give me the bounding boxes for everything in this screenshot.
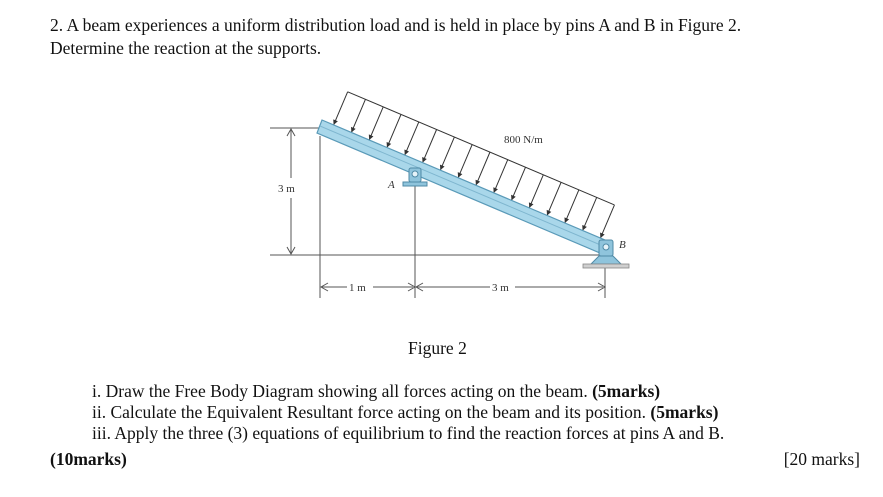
beam-centerline (320, 126, 610, 249)
load-arrow-3 (369, 107, 383, 140)
load-arrow-16 (600, 205, 614, 238)
load-arrow-14 (565, 190, 579, 223)
beam-diagram (265, 80, 645, 315)
load-arrow-5 (405, 122, 419, 155)
part-3 (92, 423, 724, 444)
pin-a-icon (412, 171, 418, 177)
load-arrow-6 (423, 129, 437, 162)
load-arrow-9 (476, 152, 490, 185)
right-span-label: 3 m (492, 282, 509, 294)
load-label: 800 N/m (504, 134, 543, 146)
part-1 (92, 381, 724, 402)
part-1-marks: (5marks) (592, 381, 661, 401)
pin-b-label: B (619, 239, 626, 251)
height-label: 3 m (278, 183, 295, 195)
figure-caption: Figure 2 (408, 338, 467, 358)
part-2 (92, 402, 724, 423)
part-3-marks: (10marks) (50, 449, 127, 469)
load-arrow-15 (583, 197, 597, 230)
load-arrow-11 (511, 167, 525, 200)
distributed-load-arrows (333, 92, 614, 238)
pin-b-icon (603, 244, 609, 250)
left-span-label: 1 m (349, 282, 366, 294)
span-dimensions (321, 282, 605, 294)
load-arrow-10 (494, 160, 508, 193)
total-marks: [20 marks] (783, 449, 860, 469)
pin-a-label: A (388, 179, 395, 191)
beam-body (317, 120, 612, 256)
inclined-beam (317, 120, 612, 256)
load-arrow-7 (440, 137, 454, 170)
load-arrow-12 (529, 175, 543, 208)
part-1-text: i. Draw the Free Body Diagram showing all forces acting on the beam. (92, 381, 593, 401)
question-line-1: 2. A beam experiences a uniform distribution load and is held in place by pins A and B in Figure 2. (50, 15, 742, 35)
load-arrow-8 (458, 145, 472, 178)
load-arrow-4 (387, 114, 401, 147)
question-statement (50, 14, 850, 60)
load-arrow-2 (351, 99, 365, 132)
question-line-2: Determine the reaction at the supports. (50, 38, 322, 58)
part-2-text: ii. Calculate the Equivalent Resultant force acting on the beam and its position. (92, 402, 651, 422)
pin-a-base (403, 182, 427, 186)
beam-figure (265, 80, 645, 315)
part-3-text: iii. Apply the three (3) equations of equilibrium to find the reaction forces at pins A and B. (92, 423, 725, 443)
load-arrow-13 (547, 182, 561, 215)
load-arrow-1 (334, 92, 348, 125)
ground-block (583, 264, 629, 268)
pin-b-base (591, 256, 621, 264)
part-2-marks: (5marks) (650, 402, 719, 422)
question-parts (92, 381, 724, 444)
